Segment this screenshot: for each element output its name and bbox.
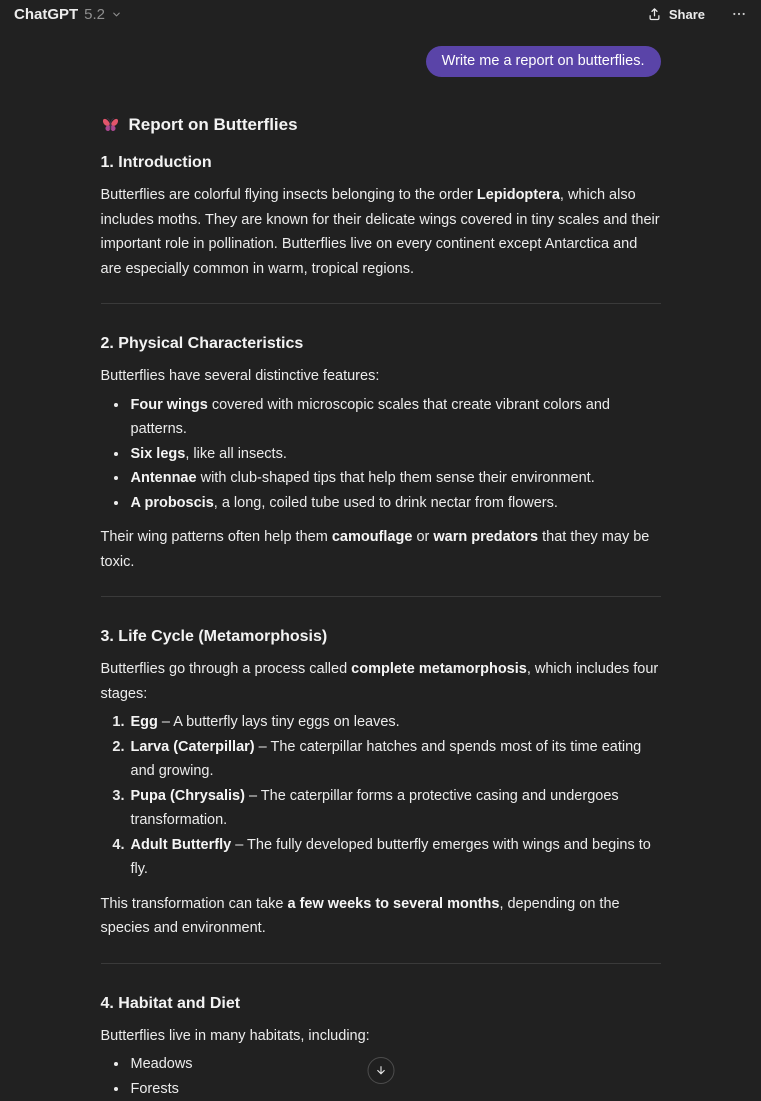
list-item: • A proboscis, a long, coiled tube used to drink nectar from flowers. bbox=[129, 491, 661, 516]
model-version: 5.2 bbox=[84, 6, 105, 23]
upload-icon bbox=[647, 7, 662, 22]
paragraph: Butterflies live in many habitats, including: bbox=[101, 1024, 661, 1049]
list-item: • Meadows bbox=[129, 1052, 661, 1077]
numbered-list bbox=[101, 710, 661, 882]
scroll-to-bottom-button[interactable] bbox=[367, 1057, 394, 1084]
paragraph: Their wing patterns often help them camouflage or warn predators that they may be toxic. bbox=[101, 525, 661, 574]
divider bbox=[101, 596, 661, 597]
paragraph: Butterflies go through a process called complete metamorphosis, which includes four stages: bbox=[101, 657, 661, 706]
app-header bbox=[0, 0, 761, 28]
chevron-down-icon bbox=[111, 9, 122, 20]
paragraph: Butterflies are colorful flying insects belonging to the order Lepidoptera, which also includes moths. They are known for their delicate wings covered in tiny scales and their important role in pollination. Butterflies live on every continent except Antarctica and are especially common in warm, tropical regions. bbox=[101, 183, 661, 281]
list-item: 2. Larva (Caterpillar) – The caterpillar hatches and spends most of its time eating and growing. bbox=[129, 735, 661, 784]
user-message-bubble: Write me a report on butterflies. bbox=[426, 46, 661, 77]
bullet-list bbox=[101, 393, 661, 516]
model-selector[interactable] bbox=[10, 4, 126, 25]
divider bbox=[101, 963, 661, 964]
list-item: 3. Pupa (Chrysalis) – The caterpillar forms a protective casing and undergoes transformation. bbox=[129, 784, 661, 833]
paragraph: This transformation can take a few weeks to several months, depending on the species and environment. bbox=[101, 892, 661, 941]
section-heading-introduction: 1. Introduction bbox=[101, 153, 661, 173]
list-item: • Antennae with club-shaped tips that help them sense their environment. bbox=[129, 466, 661, 491]
report-title bbox=[101, 112, 661, 138]
assistant-message bbox=[101, 112, 661, 1101]
ellipsis-icon bbox=[731, 6, 747, 22]
list-item: 4. Adult Butterfly – The fully developed butterfly emerges with wings and begins to fly. bbox=[129, 833, 661, 882]
section-heading-physical-characteristics: 2. Physical Characteristics bbox=[101, 334, 661, 354]
list-item: 1. Egg – A butterfly lays tiny eggs on leaves. bbox=[129, 710, 661, 735]
user-message-row bbox=[101, 46, 661, 77]
list-item: • Forests bbox=[129, 1077, 661, 1101]
divider bbox=[101, 303, 661, 304]
share-label: Share bbox=[669, 7, 705, 22]
section-heading-life-cycle: 3. Life Cycle (Metamorphosis) bbox=[101, 627, 661, 647]
more-options-button[interactable] bbox=[727, 2, 751, 26]
share-button[interactable] bbox=[641, 3, 711, 26]
arrow-down-icon bbox=[374, 1064, 387, 1077]
paragraph: Butterflies have several distinctive features: bbox=[101, 364, 661, 389]
butterfly-emoji-icon bbox=[101, 116, 120, 134]
app-name: ChatGPT bbox=[14, 6, 78, 23]
section-heading-habitat-and-diet: 4. Habitat and Diet bbox=[101, 994, 661, 1014]
list-item: • Four wings covered with microscopic scales that create vibrant colors and patterns. bbox=[129, 393, 661, 442]
conversation-area bbox=[101, 46, 661, 1101]
report-title-text: Report on Butterflies bbox=[129, 112, 298, 138]
header-actions bbox=[641, 2, 751, 26]
list-item: • Six legs, like all insects. bbox=[129, 442, 661, 467]
